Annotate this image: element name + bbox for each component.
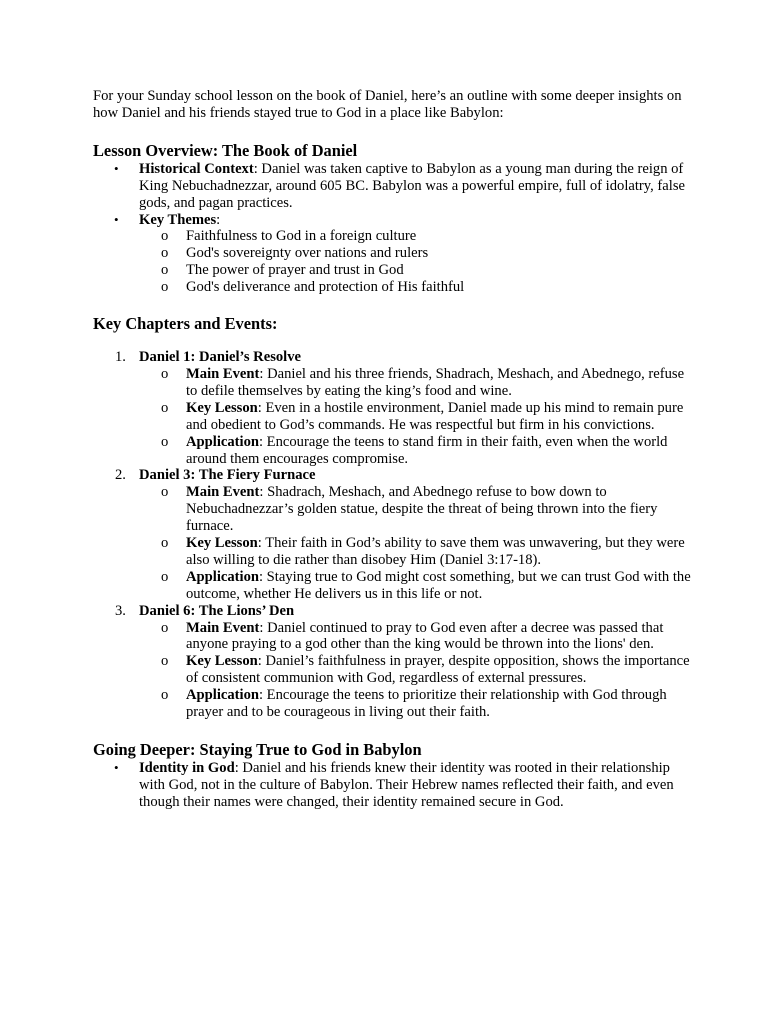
point-text: : Daniel and his three friends, Shadrach, Meshach, and Abednego, refuse to defile themselves by eating the king’s food and wine.: [186, 365, 685, 399]
sub-bullet-marker: o: [161, 279, 169, 296]
bullet-marker: •: [114, 211, 119, 227]
chapter-item-daniel-1: [93, 349, 693, 467]
key-themes-label: Key Themes: [139, 211, 217, 228]
point-text: : Encourage the teens to stand firm in their faith, even when the world around them encourages compromise.: [186, 433, 668, 467]
theme-item: [139, 245, 693, 262]
point-label: Main Event: [186, 619, 260, 636]
theme-item: [139, 279, 693, 296]
point-label: Application: [186, 433, 259, 450]
chapter-title: Daniel 3: The Fiery Furnace: [139, 467, 316, 484]
bullet-marker: •: [114, 760, 119, 775]
identity-text: : Daniel and his friends knew their identity was rooted in their relationship with God, not in the culture of Babylon. Their Hebrew names reflected their faith, and even though their names were changed, their identity remained secure in God.: [139, 760, 674, 810]
point-text: : Shadrach, Meshach, and Abednego refuse to bow down to Nebuchadnezzar’s golden statue, despite the threat of being thrown into the fiery furnace.: [186, 484, 658, 535]
sub-bullet-marker: o: [161, 619, 169, 636]
point-item: [139, 484, 693, 535]
point-item: [139, 366, 693, 400]
list-item-identity-in-god: [93, 760, 693, 811]
point-text: : Even in a hostile environment, Daniel made up his mind to remain pure and obedient to God’s commands. He was respectful but firm in his convictions.: [186, 399, 684, 433]
sub-bullet-marker: o: [161, 687, 169, 704]
point-text: : Their faith in God’s ability to save them was unwavering, but they were also willing to die rather than disobey Him (Daniel 3:17-18).: [186, 535, 685, 568]
point-text: : Daniel’s faithfulness in prayer, despite opposition, shows the importance of consistent communion with God, regardless of external pressures.: [186, 653, 690, 687]
sub-bullet-marker: o: [161, 365, 169, 382]
bullet-marker: •: [114, 160, 119, 176]
point-label: Main Event: [186, 484, 260, 501]
heading-going-deeper: Going Deeper: Staying True to God in Babylon: [93, 740, 422, 759]
document-page: [93, 88, 693, 811]
point-label: Key Lesson: [186, 653, 258, 670]
sub-bullet-marker: o: [161, 245, 169, 262]
point-item: [139, 535, 693, 569]
chapters-list: [93, 349, 693, 721]
theme-text: God's sovereignty over nations and rulers: [186, 245, 429, 262]
theme-item: [139, 262, 693, 279]
historical-context-label: Historical Context: [139, 160, 254, 177]
point-item: [139, 569, 693, 603]
theme-item: [139, 228, 693, 245]
point-label: Main Event: [186, 365, 260, 382]
theme-text: The power of prayer and trust in God: [186, 262, 404, 279]
list-item-historical-context: [93, 161, 693, 212]
sub-bullet-marker: o: [161, 653, 169, 670]
chapter-points: [139, 484, 693, 602]
theme-text: God's deliverance and protection of His faithful: [186, 279, 465, 296]
sub-bullet-marker: o: [161, 262, 169, 279]
point-label: Application: [186, 568, 259, 585]
chapter-number: 1.: [115, 349, 126, 366]
point-item: [139, 653, 693, 687]
chapter-item-daniel-3: [93, 467, 693, 602]
point-label: Key Lesson: [186, 399, 258, 416]
point-item: [139, 687, 693, 721]
point-item: [139, 620, 693, 654]
key-themes-colon: :: [216, 211, 221, 228]
historical-context-text: : Daniel was taken captive to Babylon as a young man during the reign of King Nebuchadnezzar, around 605 BC. Babylon was a powerful empire, full of idolatry, false gods, and pagan practices.: [139, 160, 685, 211]
sub-bullet-marker: o: [161, 484, 169, 501]
heading-key-chapters: Key Chapters and Events:: [93, 314, 278, 334]
chapter-number: 3.: [115, 602, 126, 619]
sub-bullet-marker: o: [161, 399, 169, 416]
point-item: [139, 400, 693, 434]
sub-bullet-marker: o: [161, 568, 169, 585]
chapter-title: Daniel 6: The Lions’ Den: [139, 602, 295, 619]
sub-bullet-marker: o: [161, 433, 169, 450]
point-text: : Staying true to God might cost something, but we can trust God with the outcome, whether He delivers us in this life or not.: [186, 568, 691, 602]
chapter-title: Daniel 1: Daniel’s Resolve: [139, 349, 301, 366]
point-label: Application: [186, 687, 259, 704]
heading-lesson-overview: Lesson Overview: The Book of Daniel: [93, 140, 358, 160]
sub-bullet-marker: o: [161, 535, 169, 552]
chapter-number: 2.: [115, 467, 126, 484]
theme-text: Faithfulness to God in a foreign culture: [186, 228, 417, 245]
intro-paragraph: For your Sunday school lesson on the book of Daniel, here’s an outline with some deeper insights on how Daniel and his friends stayed true to God in a place like Babylon:: [93, 88, 682, 121]
chapter-points: [139, 620, 693, 721]
themes-sublist: [139, 228, 693, 296]
identity-label: Identity in God: [139, 760, 235, 776]
point-label: Key Lesson: [186, 535, 258, 552]
list-item-key-themes: [93, 212, 693, 297]
chapter-points: [139, 366, 693, 467]
point-text: : Daniel continued to pray to God even after a decree was passed that anyone praying to a god other than the king would be thrown into the lions' den.: [186, 619, 664, 653]
deeper-list: [93, 760, 693, 811]
chapter-item-daniel-6: [93, 603, 693, 721]
overview-list: [93, 161, 693, 296]
point-item: [139, 434, 693, 468]
sub-bullet-marker: o: [161, 228, 169, 245]
point-text: : Encourage the teens to prioritize their relationship with God through prayer and to be courageous in living out their faith.: [186, 687, 667, 721]
